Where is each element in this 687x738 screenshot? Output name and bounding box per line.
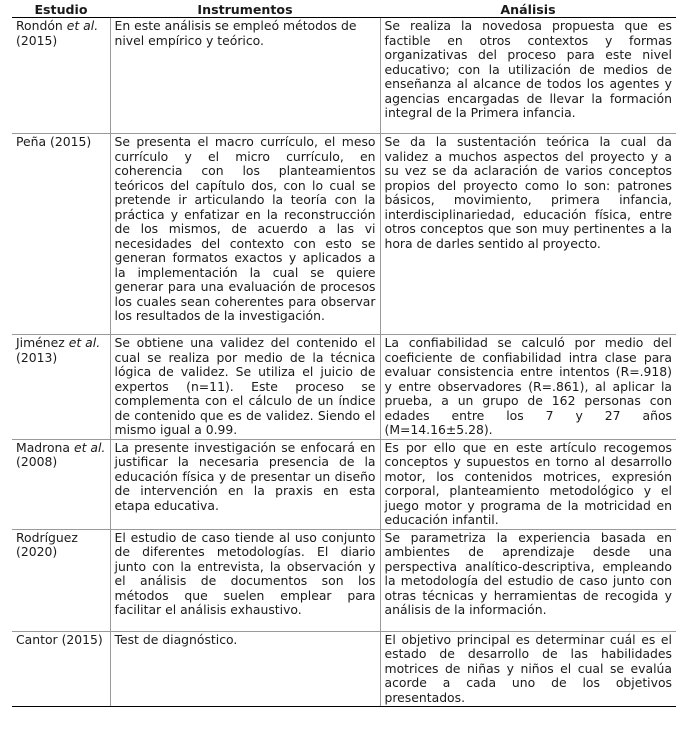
instrumentos-cell: La presente investigación se enfocará en justificar la necesaria presencia de la educación física y de presentar un diseño de intervención en la praxis en esta etapa educativa.: [110, 439, 380, 529]
study-author: Madrona: [16, 439, 70, 455]
study-etal: et al.: [66, 18, 99, 33]
study-cell: [12, 439, 110, 529]
study-cell: [12, 134, 110, 335]
study-etal: et al.: [73, 439, 106, 455]
header-analisis: Análisis: [380, 3, 676, 18]
study-year: (2015): [16, 32, 58, 48]
table-row: [12, 335, 676, 440]
header-estudio: Estudio: [12, 3, 110, 18]
study-author: Cantor (2015): [16, 631, 103, 647]
study-author: Jiménez: [16, 335, 65, 350]
study-cell: [12, 335, 110, 440]
study-year: (2013): [16, 349, 58, 365]
table-row: [12, 134, 676, 335]
study-cell: [12, 18, 110, 134]
analisis-cell: Se realiza la novedosa propuesta que es factible en otros contextos y formas organizativas del proceso para este nivel educativo; con la utilización de medios de enseñanza al alcance de todos los agentes y agencias encargadas de llevar la formación integral de la Primera infancia.: [380, 18, 676, 134]
study-author: Rodríguez (2020): [16, 529, 78, 559]
study-author: Rondón: [16, 18, 63, 33]
table-row: [12, 18, 676, 134]
analisis-cell: El objetivo principal es determinar cuál es el estado de desarrollo de las habilidades motrices de niñas y niños el cual se evalúa acorde a cada uno de los objetivos presentados.: [380, 631, 676, 707]
study-cell: [12, 631, 110, 707]
instrumentos-cell: Se obtiene una validez del contenido el cual se realiza por medio de la técnica lógica de validez. Se utiliza el juicio de expertos (n=11). Este proceso se complementa con el cálculo de un índice de contenido que es de validez. Siendo el mismo igual a 0.99.: [110, 335, 380, 440]
study-author: Peña (2015): [16, 134, 92, 149]
study-year: (2008): [16, 454, 58, 469]
study-cell: [12, 529, 110, 631]
table-row: [12, 631, 676, 707]
table-row: [12, 529, 676, 631]
instrumentos-cell: Test de diagnóstico.: [110, 631, 380, 707]
analisis-cell: La confiabilidad se calculó por medio del coeficiente de confiabilidad intra clase para evaluar consistencia entre intentos (R=.918) y entre observadores (R=.861), al aplicar la prueba, a un grupo de 162 personas con edades entre los 7 y 27 años (M=14.16±5.28).: [380, 335, 676, 440]
analisis-cell: Se parametriza la experiencia basada en ambientes de aprendizaje desde una perspectiva analítico-descriptiva, empleando la metodología del estudio de caso junto con otras técnicas y herramientas de recogida y análisis de la información.: [380, 529, 676, 631]
header-instrumentos: Instrumentos: [110, 3, 380, 18]
analisis-cell: Es por ello que en este artículo recogemos conceptos y supuestos en torno al desarrollo motor, los contenidos motrices, expresión corporal, planteamiento metodológico y el juego motor y programa de la motricidad en educación infantil.: [380, 439, 676, 529]
table-header-row: [12, 3, 676, 18]
table-row: [12, 439, 676, 529]
studies-table: [12, 3, 676, 707]
analisis-cell: Se da la sustentación teórica la cual da validez a muchos aspectos del proyecto y a su vez se da aclaración de varios conceptos propios del proyecto como lo son: patrones básicos, movimiento, primera infancia, interdisciplinariedad, educación física, entre otros conceptos que son muy pertinentes a la hora de darles sentido al proyecto.: [380, 134, 676, 335]
study-etal: et al.: [68, 335, 101, 350]
instrumentos-cell: En este análisis se empleó métodos de nivel empírico y teórico.: [110, 18, 380, 134]
instrumentos-cell: Se presenta el macro currículo, el meso currículo y el micro currículo, en coherencia con los planteamientos teóricos del capítulo dos, con lo cual se pretende ir articulando la teoría con la práctica y enfatizar en la reconstrucción de los mismos, de acuerdo a las vi necesidades del contexto con esto se generan formatos exactos y aplicados a la implementación la cual se quiere generar para una evaluación de procesos los cuales sean coherentes para observar los resultados de la investigación.: [110, 134, 380, 335]
instrumentos-cell: El estudio de caso tiende al uso conjunto de diferentes metodologías. El diario junto con la entrevista, la observación y el análisis de documentos son los métodos que suelen emplear para facilitar el análisis exhaustivo.: [110, 529, 380, 631]
